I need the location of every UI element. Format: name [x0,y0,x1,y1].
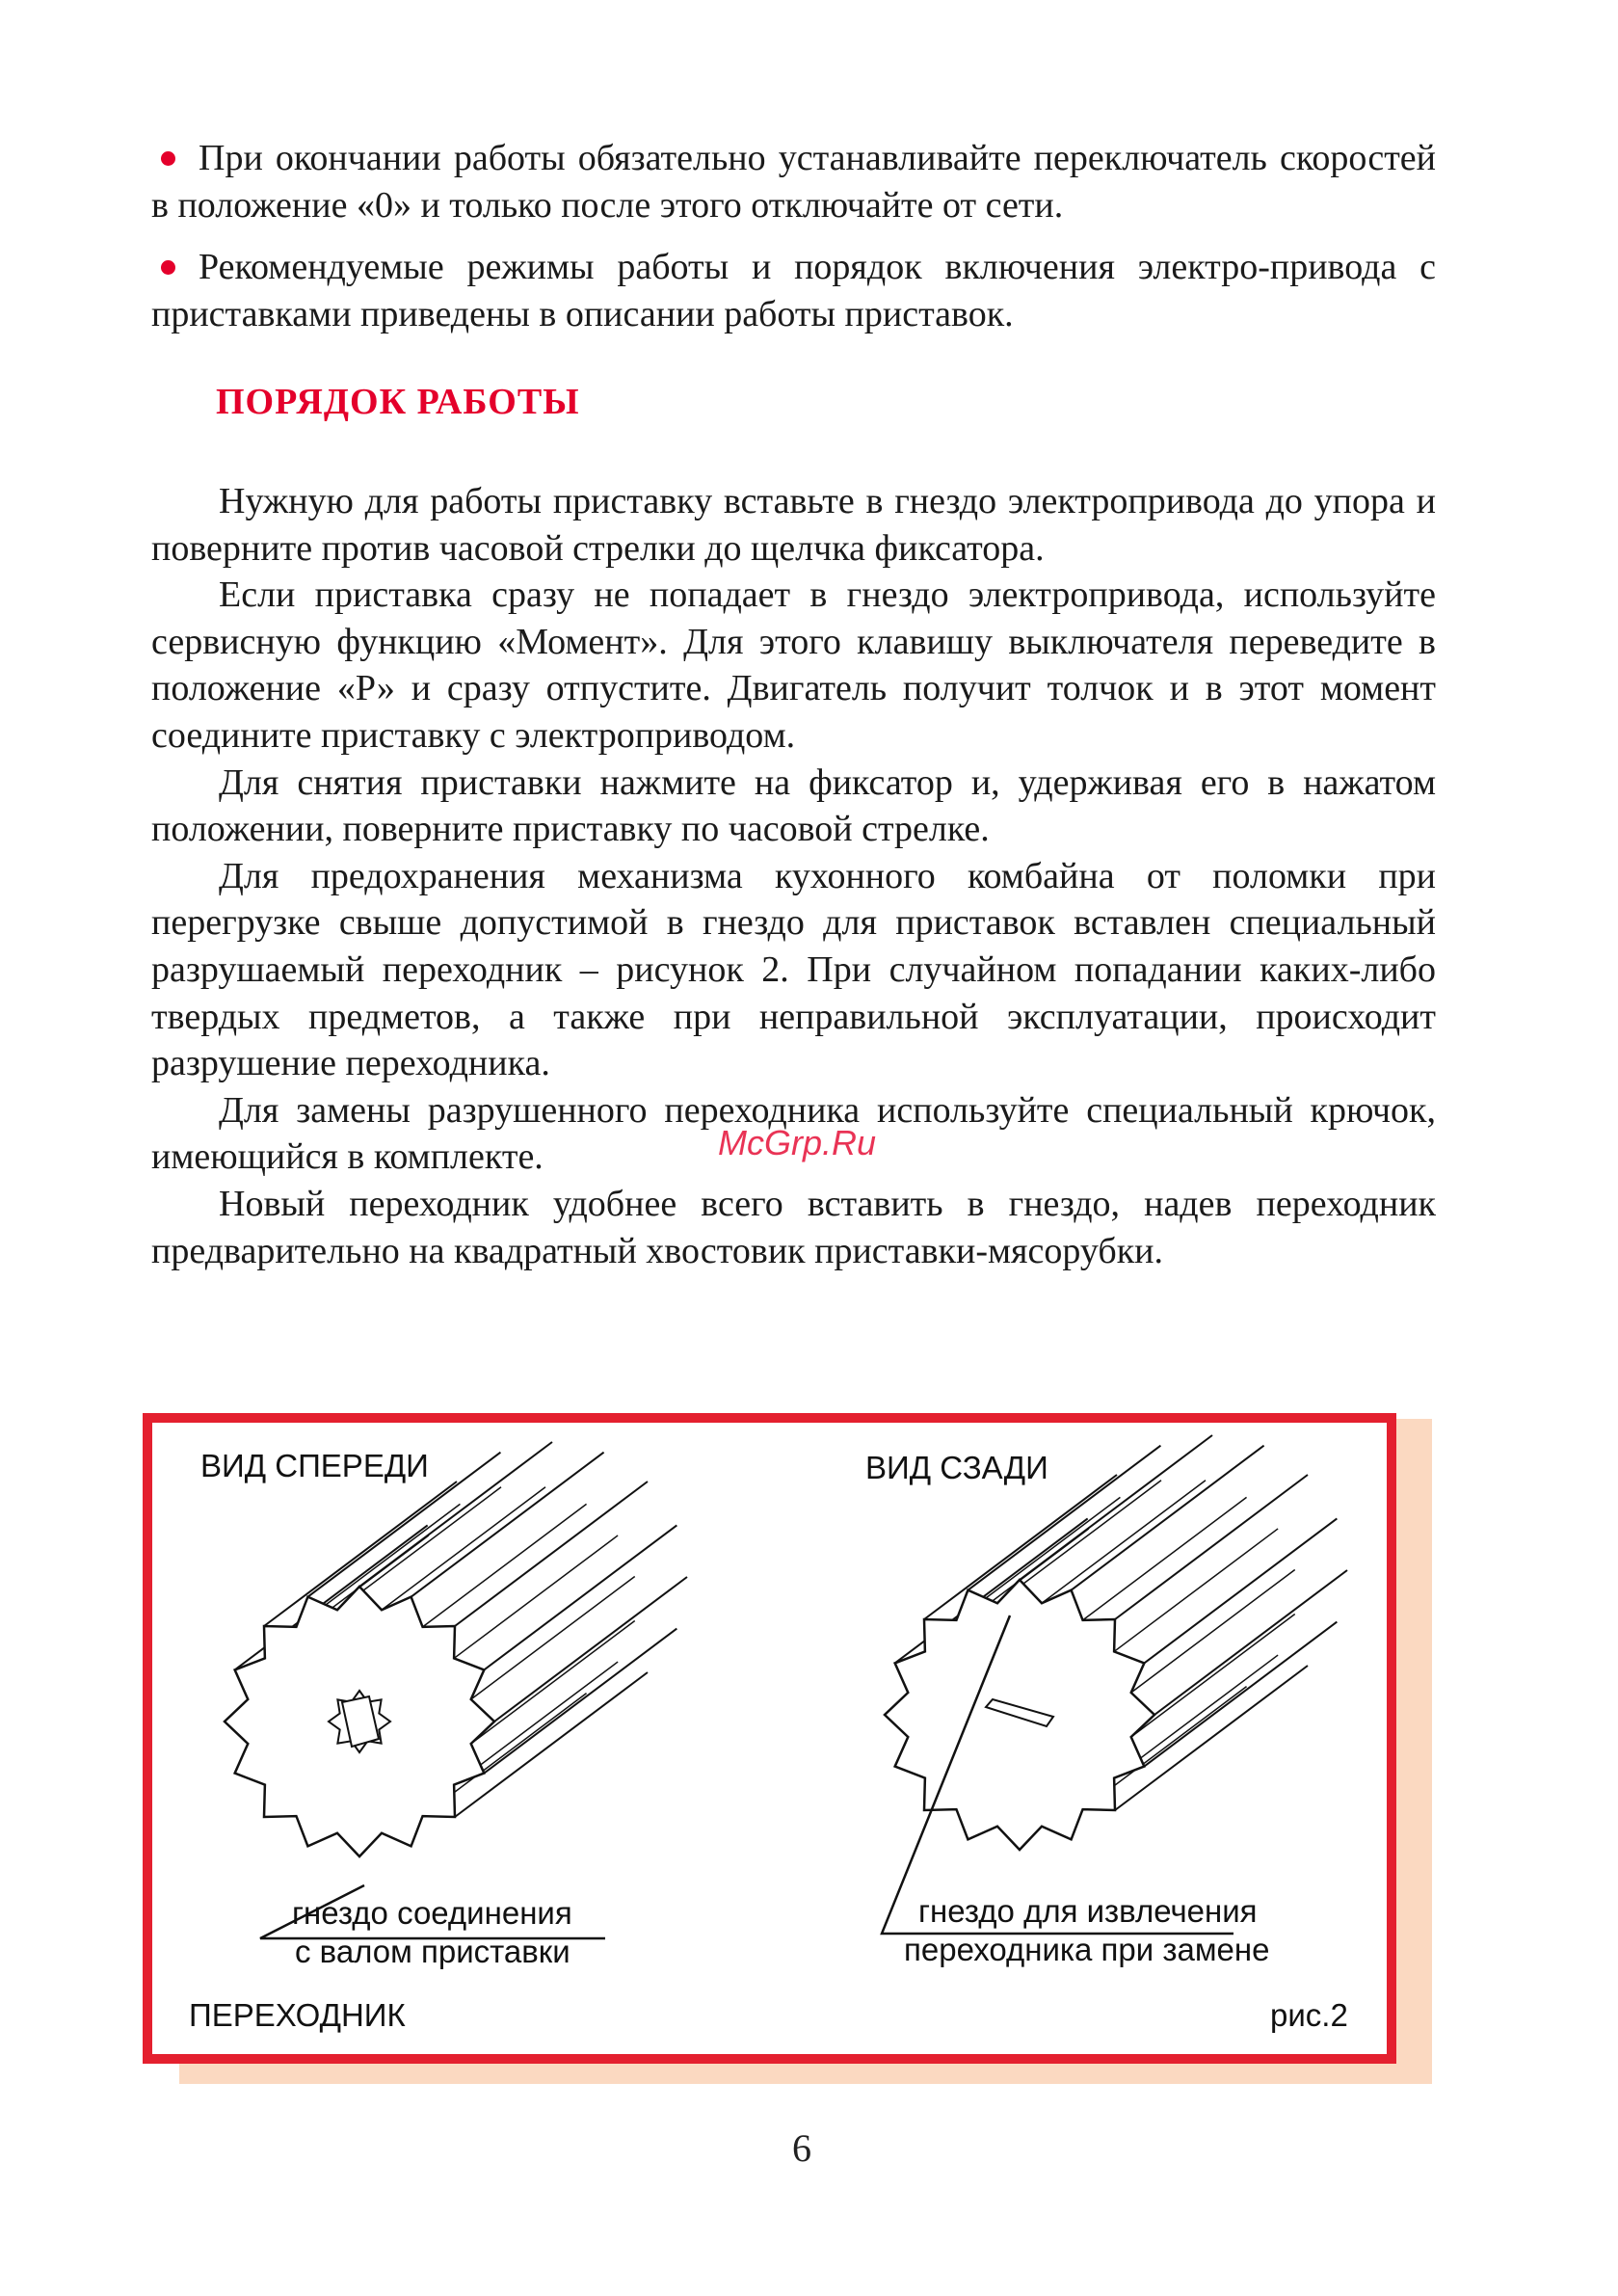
spline-groove-line [1083,1497,1247,1620]
watermark: McGrp.Ru [718,1123,877,1162]
spline-groove-line [1114,1529,1278,1652]
front-gear-drawing [225,1442,687,1856]
paragraph: Для замены разрушенного переходника используйте специальный крючок, имеющийся в комплекте. [151,1089,1436,1178]
page-number: 6 [792,2126,811,2170]
spline-ridge-line [1144,1622,1337,1767]
paragraph: Если приставка сразу не попадает в гнездо электропривода, используйте сервисную функцию «Момент». Для этого клавишу выключателя переведите в положение «Р» и сразу отпустите. Двигатель получит толчок и в этот момент соедините приставку с электроприводом. [151,574,1436,756]
figure-caption-left: ПЕРЕХОДНИК [189,1997,406,2033]
paragraph: Для снятия приставки нажмите на фиксатор и, удерживая его в нажатом положении, поверните приставку по часовой стрелке. [151,761,1436,850]
spline-groove-line [423,1504,587,1627]
bullet-dot-icon [161,260,175,275]
spline-ridge-line [1072,1446,1264,1590]
front-callout-line2: с валом приставки [295,1934,570,1969]
spline-ridge-line [484,1525,676,1669]
section-title: ПОРЯДОК РАБОТЫ [216,382,580,422]
spline-ridge-line [494,1577,687,1722]
spline-groove-line [382,1487,545,1611]
spline-ridge-line [455,1672,648,1817]
spline-groove-line [471,1621,635,1745]
bullet-dot-icon [161,151,175,166]
spline-ridge-line [1115,1475,1308,1619]
spline-groove-line [1131,1615,1295,1738]
bullet-text: При окончании работы обязательно устанавливайте переключатель скоростей в положение «0» и только после этого отключайте от сети. [151,138,1436,226]
rear-callout-line2: переходника при замене [904,1932,1270,1967]
bullet-text: Рекомендуемые режимы работы и порядок включения электро-привода с приставками приведены в описании работы приставок. [151,247,1436,334]
paragraph: Нужную для работы приставку вставьте в гнездо электропривода до упора и поверните против часовой стрелки до щелчка фиксатора. [151,481,1436,569]
spline-ridge-line [411,1453,604,1597]
front-view-title: ВИД СПЕРЕДИ [200,1448,429,1483]
rear-gear-drawing [885,1435,1347,1850]
spline-ridge-line [455,1482,648,1626]
spline-groove-line [454,1535,618,1659]
rear-view-title: ВИД СЗАДИ [865,1450,1048,1485]
front-callout-line1: гнездо соединения [292,1895,572,1931]
paragraph: Новый переходник удобнее всего вставить в гнездо, надев переходник предварительно на квадратный хвостовик приставки-мясорубки. [151,1183,1436,1271]
bullet-item [151,244,1436,338]
spline-ridge-line [1144,1518,1337,1663]
figure-caption-right: рис.2 [1270,1997,1348,2033]
spline-ridge-line [1154,1570,1347,1715]
spline-groove-line [1042,1481,1206,1604]
bullet-item [151,135,1436,229]
paragraph: Для предохранения механизма кухонного комбайна от поломки при перегрузке свыше допустимой в гнездо для приставок вставлен специальный разрушаемый переходник – рисунок 2. При случайном попадании каких-либо твердых предметов, а также при неправильной эксплуатации, происходит разрушение переходника. [151,855,1436,1084]
spline-ridge-line [484,1629,676,1774]
figure-frame [143,1413,1396,2064]
spline-ridge-line [1115,1666,1308,1810]
rear-callout-line1: гнездо для извлечения [918,1893,1258,1929]
